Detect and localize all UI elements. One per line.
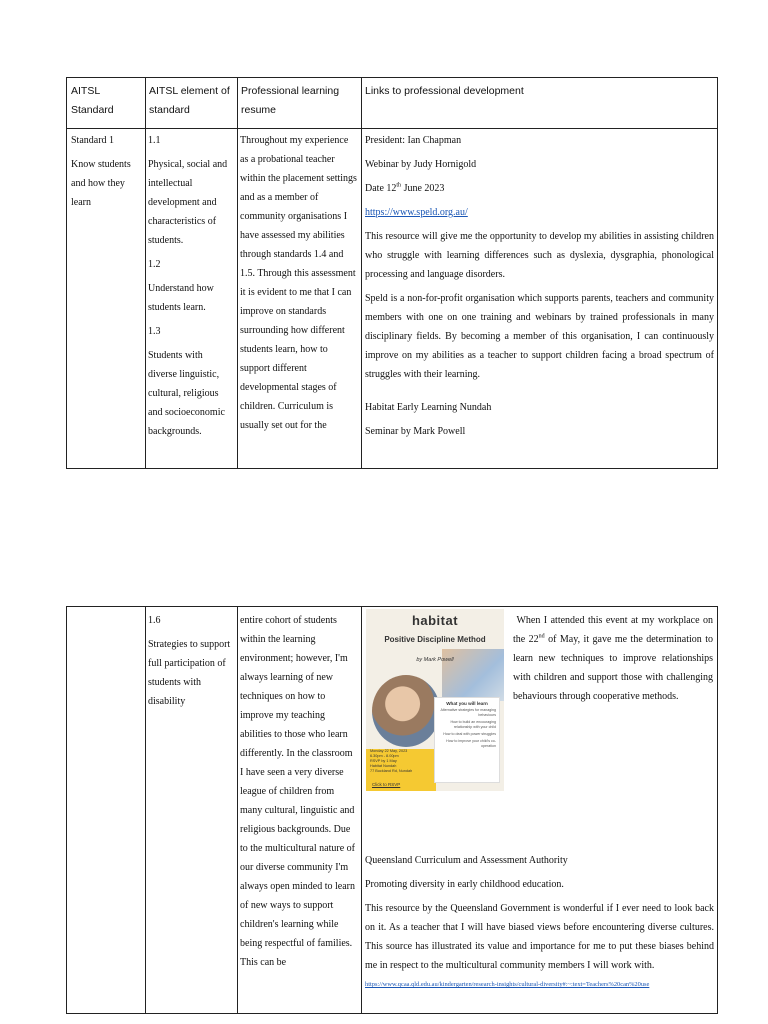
header-aitsl-element: AITSL element of standard [149,85,230,116]
poster-date-info: Monday 22 May, 2023 6.30pm - 8.00pm RSVP by 1 May Habitat Nundah 77 Buckland Rd, Nundah [370,749,413,773]
qcaa-link[interactable]: https://www.qcaa.qld.edu.au/kindergarten/research-insights/cultural-diversity#:~:text=Teachers%20can%20use [365,981,650,988]
element-number: 1.2 [148,259,161,270]
table-standard-1 [66,77,718,469]
header-divider [67,128,717,129]
rsvp-link[interactable]: Click to RSVP [372,782,401,787]
qcaa-cell [365,851,714,1013]
webinar-line: Webinar by Judy Hornigold [365,159,477,170]
speld-link[interactable]: https://www.speld.org.au/ [365,207,468,218]
event-line: Habitat Early Learning Nundah [365,402,492,413]
element-number: 1.1 [148,135,161,146]
resume-text: Throughout my experience as a probational teacher within the placement settings and as a member of community organisations I have assessed my abilities through standards 1.4 and 1.5. Through this assessment it is evident to me that I can improve on standards surrounding how different students learn, how to support different developmental stages of children. Curriculum is usually set out for the [240,135,357,431]
elements-cell [148,131,234,446]
element-text: Strategies to support full participation of students with disability [148,639,231,707]
resource-paragraph: This resource will give me the opportunity to develop my abilities in assisting children who struggle with learning differences such as dyslexia, dysgraphia, phonological processing and language disorders. [365,231,714,280]
element-cell [148,611,234,716]
qcaa-paragraph: This resource by the Queensland Government is wonderful if I ever need to look back on it. As a teacher that I will have biased views before encountering diverse cultures. This source has illustrated its value and importance for me to put these biases behind me in respect to the multicultural community members I will work with. [365,903,714,971]
poster-byline: by Mark Powell [416,657,454,663]
header-professional-learning-resume: Professional learning resume [241,85,340,116]
element-text: Understand how students learn. [148,283,214,313]
resume-text: entire cohort of students within the learning environment; however, I'm always learning of new techniques on how to improve my teaching abilities to those who learn differently. In the classroom I have seen a very diverse league of children from many cultural, linguistic and religious backgrounds. Due to the multicultural nature of our diverse community I'm always open minded to learn of new ways to support children's learning while being respectful of families. This can be [240,615,355,968]
header-links-to-pd: Links to professional development [365,85,524,97]
poster-title: Positive Discipline Method [384,635,486,644]
element-number: 1.3 [148,326,161,337]
event-paragraph: When I attended this event at my workplace on the 22nd of May, it gave me the determination to learn new techniques to improve relationships with children and support those with challenging behaviours through cooperative methods. [513,615,713,702]
column-divider [145,607,146,1013]
links-cell [365,131,714,467]
standard-cell [71,131,143,217]
seminar-line: Seminar by Mark Powell [365,426,466,437]
presenter-photo [372,675,440,747]
column-divider [361,607,362,1013]
column-divider [361,78,362,468]
header-aitsl-standard: AITSL Standard [71,85,114,116]
column-divider [237,607,238,1013]
qcaa-title: Queensland Curriculum and Assessment Authority [365,855,568,866]
qcaa-subtitle: Promoting diversity in early childhood education. [365,879,564,890]
column-divider [145,78,146,468]
standard-description: Know students and how they learn [71,159,131,208]
element-text: Physical, social and intellectual development and characteristics of students. [148,159,228,246]
date-line: Date 12th June 2023 [365,182,445,194]
resume-cell [240,611,358,1009]
resume-cell [240,131,358,467]
speld-paragraph: Speld is a non-for-profit organisation which supports parents, teachers and community members with one on one training and webinars by trained professionals in many disciplinary fields. By becoming a member of this organisation, I can continuously improve on my abilities as a teacher to support children facing a broad spectrum of struggles with their learning. [365,293,714,380]
positive-discipline-poster[interactable] [366,609,504,791]
standard-title: Standard 1 [71,135,115,146]
habitat-logo: habitat [411,613,459,628]
president-line: President: Ian Chapman [365,135,462,146]
element-number: 1.6 [148,615,161,626]
learn-panel: What you will learn Alternative strategies for managing behaviours How to build an encouraging relationship with your child How to deal with power struggles How to improve your child's co-operation [434,697,500,783]
element-text: Students with diverse linguistic, cultural, religious and socioeconomic backgrounds. [148,350,225,437]
column-divider [237,78,238,468]
